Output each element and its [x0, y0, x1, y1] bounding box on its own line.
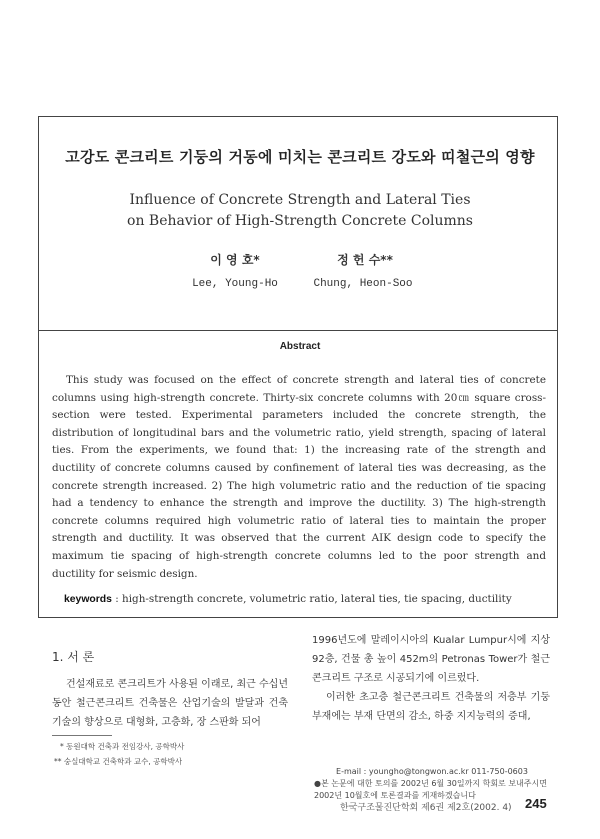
left-column — [52, 675, 288, 732]
abstract-body — [52, 372, 546, 583]
right-column — [312, 631, 550, 726]
keywords-text: : high-strength concrete, volumetric ratio, lateral ties, tie spacing, ductility — [111, 593, 512, 605]
footnote-2: ** 숭실대학교 건축학과 교수, 공학박사 — [54, 757, 183, 766]
keywords-label: keywords — [64, 594, 112, 605]
footnote-1: * 동원대학 건축과 전임강사, 공학박사 — [60, 742, 185, 751]
contact-block — [314, 766, 550, 802]
abstract-text: This study was focused on the effect of concrete strength and lateral ties of concrete columns using high-strength concrete. Thirty-six concrete columns with 20㎝ square cross-section were tested. Experimental parameters included the concrete strength, the distribution of longitudinal bars and the volumetric ratio, yield strength, spacing of lateral ties. From the experiments, we found that: 1) the increasing rate of the strength and ductility of concrete columns caused by confinement of lateral ties was decreasing, as the concrete strength increased. 2) The high volumetric ratio and the reduction of tie spacing had a tendency to enhance the strength and improve the ductility. 3) The high-strength concrete columns required high volumetric ratio of lateral ties to maintain the proper strength and ductility. It was observed that the current AIK design code to specify the maximum tie spacing of high-strength concrete columns led to the poor strength and ductility for seismic design. — [52, 374, 546, 580]
footnote-rule — [52, 735, 112, 736]
keywords-line — [64, 593, 544, 605]
author-2-english: Chung, Heon-Soo — [313, 278, 413, 290]
english-title-line-2: on Behavior of High-Strength Concrete Columns — [127, 213, 473, 229]
abstract-heading: Abstract — [279, 341, 321, 352]
right-column-para-1: 1996년도에 말레이시아의 Kualar Lumpur시에 지상 92층, 건물 총 높이 452m의 Petronas Tower가 철근콘크리트 구조로 시공되기에 이르렀다. — [312, 635, 550, 684]
author-1-english: Lee, Young-Ho — [192, 278, 278, 290]
contact-email: E-mail : youngho@tongwon.ac.kr 011-750-0603 — [336, 767, 528, 776]
author-1-korean: 이 영 호* — [210, 253, 260, 267]
journal-footer: 한국구조물진단학회 제6권 제2호(2002. 4) — [340, 803, 512, 813]
page-number: 245 — [525, 796, 547, 811]
discussion-note: ●본 논문에 대한 토의를 2002년 6월 30일까지 학회로 보내주시면 2002년 10월호에 토론결과를 게재하겠습니다 — [314, 779, 547, 800]
right-column-para-2: 이러한 초고층 철근콘크리트 건축물의 저층부 기둥 부재에는 부재 단면의 감소, 하중 지지능력의 증대, — [312, 692, 550, 722]
left-column-text: 건설재료로 콘크리트가 사용된 이래로, 최근 수십년 동안 철근콘크리트 건축물은 산업기술의 발달과 건축기술의 향상으로 대형화, 고층화, 장 스판화 되어 — [52, 679, 288, 728]
author-2-korean: 정 헌 수** — [337, 253, 393, 267]
section-heading: 1. 서 론 — [52, 650, 95, 664]
korean-title: 고강도 콘크리트 기둥의 거동에 미치는 콘크리트 강도와 띠철근의 영향 — [65, 148, 535, 166]
english-title-line-1: Influence of Concrete Strength and Lateral Ties — [129, 192, 471, 208]
section-divider — [38, 330, 558, 331]
